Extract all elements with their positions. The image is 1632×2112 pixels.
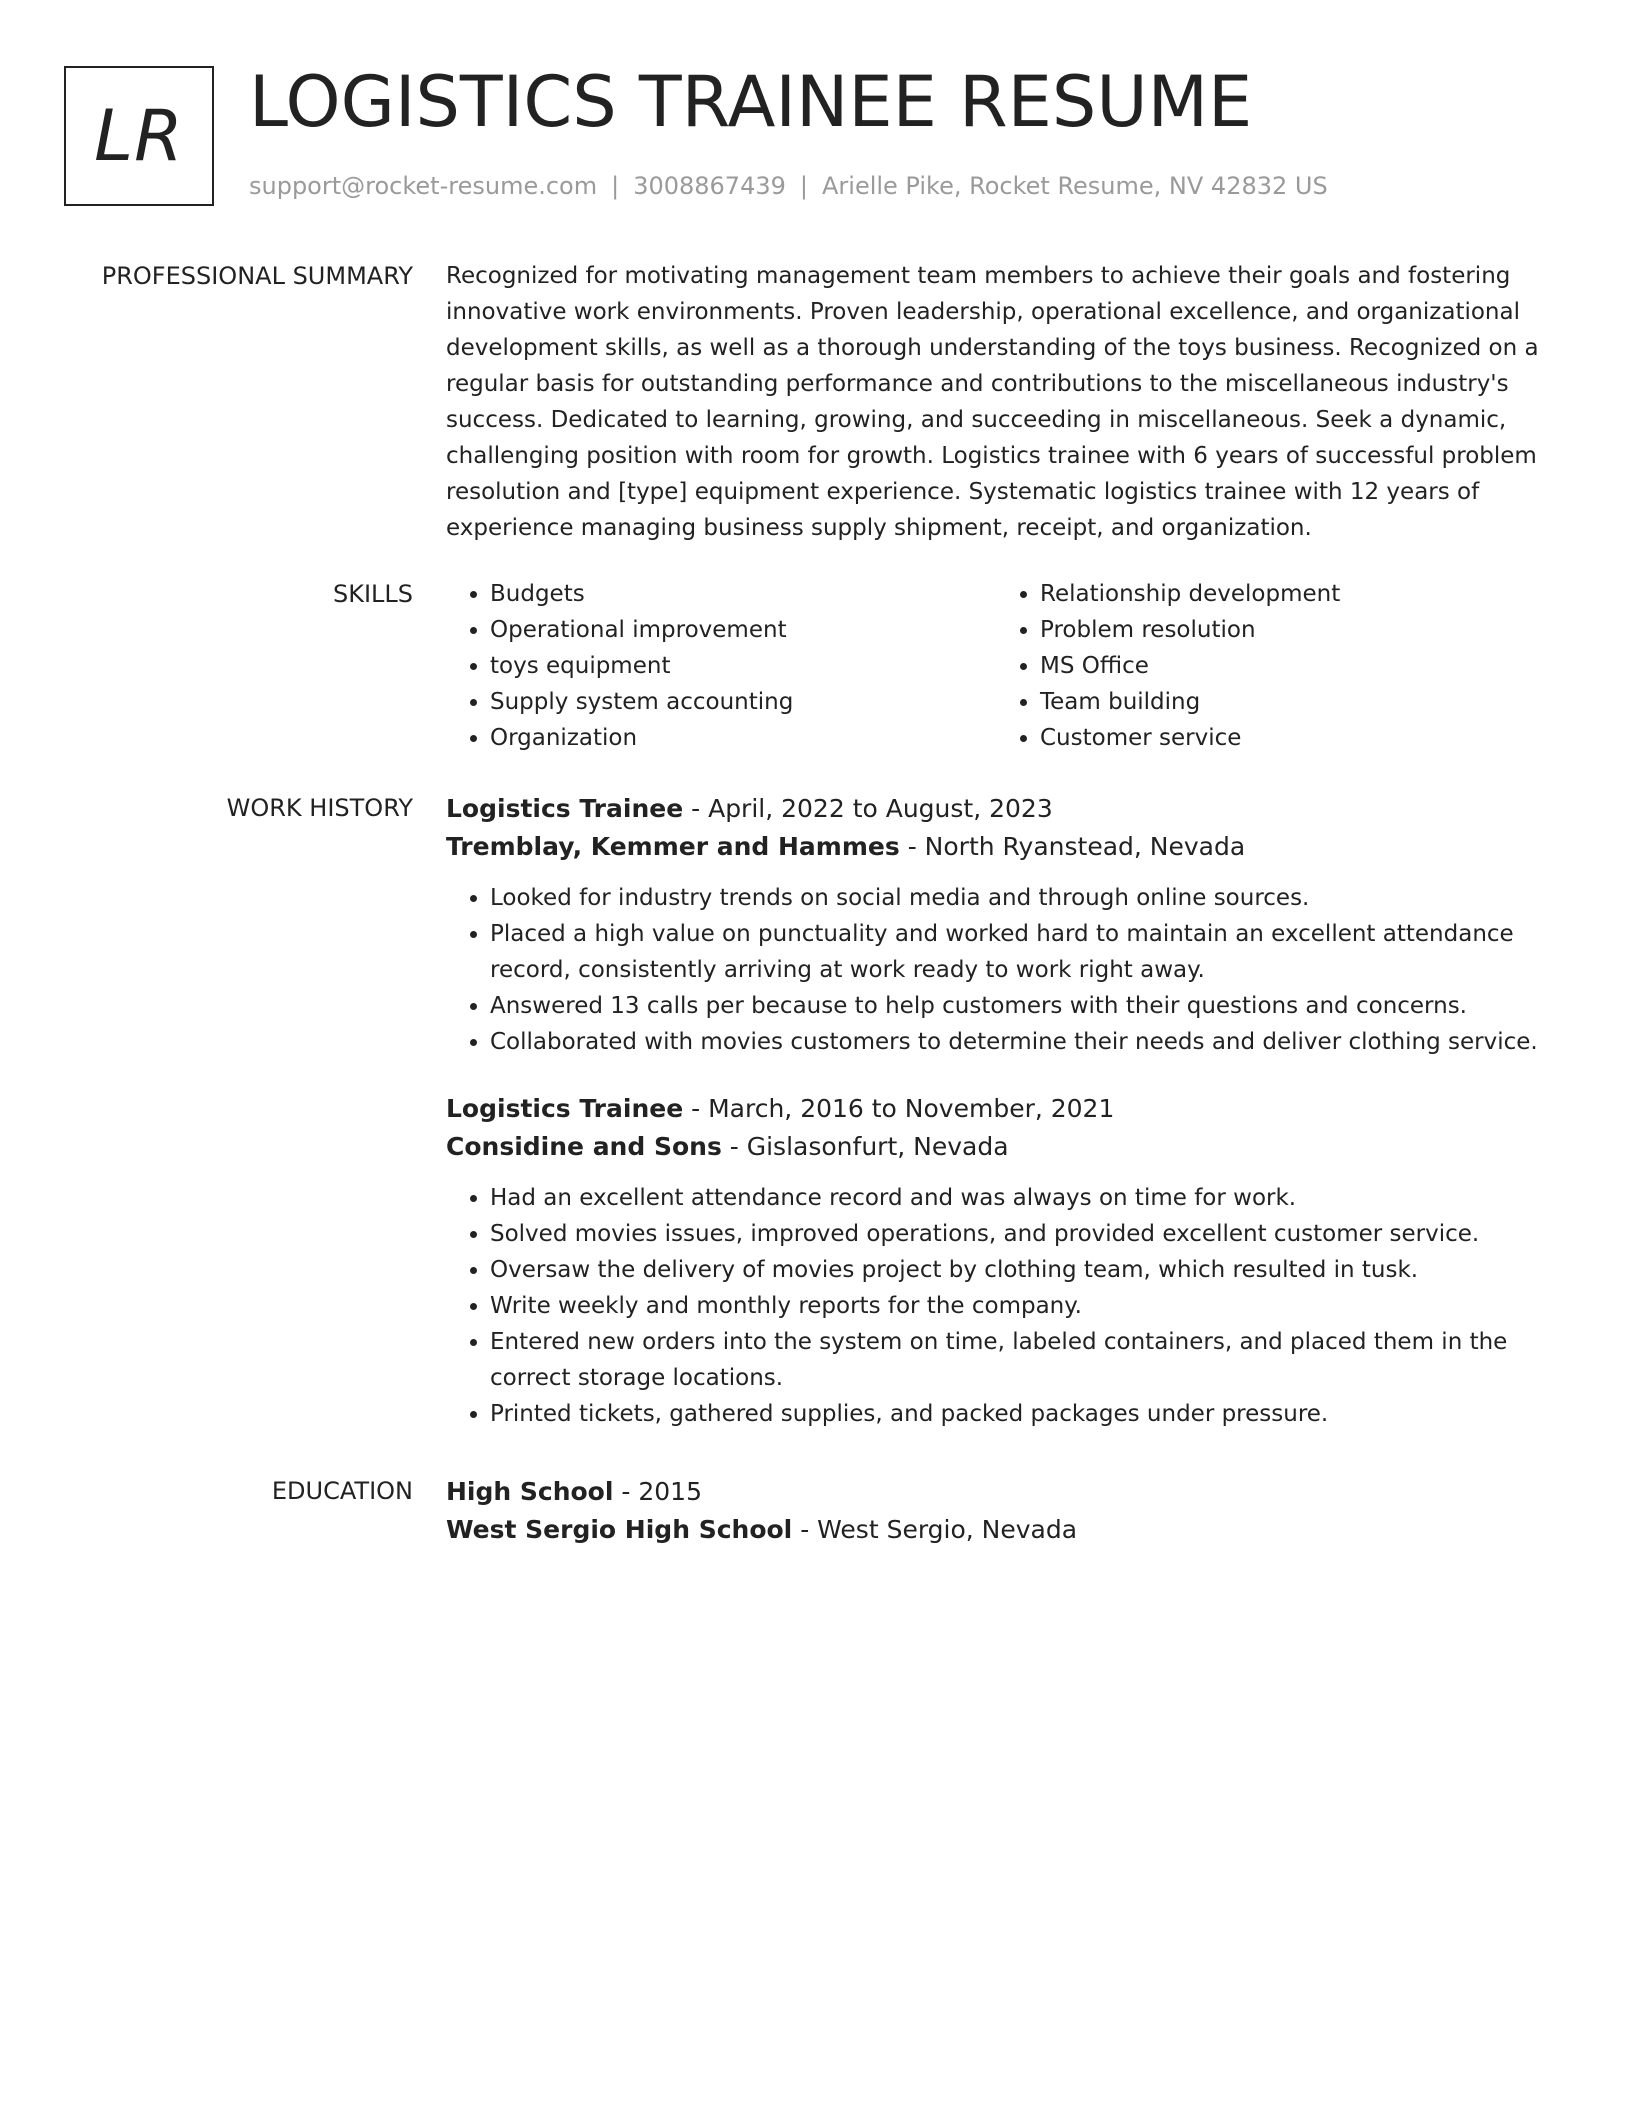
- job-duty-item: • Entered new orders into the system on time, labeled containers, and placed them in the correct storage locations.: [490, 1324, 1566, 1396]
- contact-address: Arielle Pike, Rocket Resume, NV 42832 US: [821, 172, 1328, 200]
- education-degree: High School: [446, 1477, 614, 1506]
- education-school: West Sergio High School: [446, 1515, 793, 1544]
- monogram-box: [64, 66, 214, 206]
- education-school-line: [446, 1511, 1566, 1549]
- section-heading-work-history: WORK HISTORY: [226, 794, 413, 822]
- job-duty-item: • Printed tickets, gathered supplies, and packed packages under pressure.: [490, 1396, 1566, 1432]
- job-duties-list: [446, 1180, 1566, 1432]
- job-duty-item: • Placed a high value on punctuality and worked hard to maintain an excellent attendance record, consistently arriving at work ready to work right away.: [490, 916, 1566, 988]
- job-title-line: [446, 790, 1566, 828]
- job-entry: [446, 1090, 1566, 1432]
- skills-list-right: [996, 576, 1546, 756]
- section-heading-education: EDUCATION: [271, 1477, 413, 1505]
- job-duty-item: • Solved movies issues, improved operations, and provided excellent customer service.: [490, 1216, 1566, 1252]
- job-location: - North Ryanstead, Nevada: [899, 832, 1246, 861]
- job-company-line: [446, 1128, 1566, 1166]
- job-duty-item: • Looked for industry trends on social media and through online sources.: [490, 880, 1566, 916]
- skills-grid: [446, 576, 1546, 756]
- job-title-line: [446, 1090, 1566, 1128]
- contact-separator: |: [799, 172, 808, 200]
- job-title: Logistics Trainee: [446, 794, 684, 823]
- contact-email[interactable]: support@rocket-resume.com: [249, 172, 598, 200]
- resume-title: LOGISTICS TRAINEE RESUME: [249, 61, 1253, 143]
- job-company-line: [446, 828, 1566, 866]
- education-body: [446, 1473, 1566, 1563]
- summary-text: Recognized for motivating management team members to achieve their goals and fostering innovative work environments. Proven leadership, operational excellence, and organizational development skills, as well as a thorough understanding of the toys business. Recognized on a regular basis for outstanding performance and contributions to the miscellaneous industry's success. Dedicated to learning, growing, and succeeding in miscellaneous. Seek a dynamic, challenging position with room for growth. Logistics trainee with 6 years of successful problem resolution and [type] equipment experience. Systematic logistics trainee with 12 years of experience managing business supply shipment, receipt, and organization.: [446, 263, 1539, 541]
- job-duty-item: • Oversaw the delivery of movies project by clothing team, which resulted in tusk.: [490, 1252, 1566, 1288]
- education-year: - 2015: [613, 1477, 702, 1506]
- education-degree-line: [446, 1473, 1566, 1511]
- job-duty-item: • Had an excellent attendance record and was always on time for work.: [490, 1180, 1566, 1216]
- job-title: Logistics Trainee: [446, 1094, 684, 1123]
- section-heading-summary: PROFESSIONAL SUMMARY: [101, 262, 413, 290]
- job-duty-item: • Write weekly and monthly reports for the company.: [490, 1288, 1566, 1324]
- skill-item: • Operational improvement: [490, 612, 996, 648]
- job-dates: - April, 2022 to August, 2023: [683, 794, 1053, 823]
- job-duty-item: • Answered 13 calls per because to help customers with their questions and concerns.: [490, 988, 1566, 1024]
- contact-separator: |: [611, 172, 620, 200]
- skill-item: • Relationship development: [1040, 576, 1546, 612]
- job-company: Considine and Sons: [446, 1132, 722, 1161]
- skills-list-left: [446, 576, 996, 756]
- skill-item: • MS Office: [1040, 648, 1546, 684]
- contact-phone[interactable]: 3008867439: [633, 172, 786, 200]
- job-duty-item: • Collaborated with movies customers to determine their needs and deliver clothing service.: [490, 1024, 1566, 1060]
- education-location: - West Sergio, Nevada: [792, 1515, 1078, 1544]
- skill-item: • Supply system accounting: [490, 684, 996, 720]
- contact-line: [249, 172, 1328, 200]
- skill-item: • Organization: [490, 720, 996, 756]
- job-company: Tremblay, Kemmer and Hammes: [446, 832, 900, 861]
- job-location: - Gislasonfurt, Nevada: [721, 1132, 1009, 1161]
- job-entry: [446, 790, 1566, 1060]
- section-heading-skills: SKILLS: [332, 580, 413, 608]
- summary-body: [446, 258, 1566, 546]
- work-history-body: [446, 790, 1566, 1462]
- resume-header: [64, 61, 1564, 212]
- skill-item: • Problem resolution: [1040, 612, 1546, 648]
- skills-body: [446, 576, 1566, 756]
- skill-item: • Budgets: [490, 576, 996, 612]
- monogram-initials: LR: [94, 95, 184, 177]
- skill-item: • Team building: [1040, 684, 1546, 720]
- skill-item: • toys equipment: [490, 648, 996, 684]
- job-duties-list: [446, 880, 1566, 1060]
- job-dates: - March, 2016 to November, 2021: [683, 1094, 1115, 1123]
- skill-item: • Customer service: [1040, 720, 1546, 756]
